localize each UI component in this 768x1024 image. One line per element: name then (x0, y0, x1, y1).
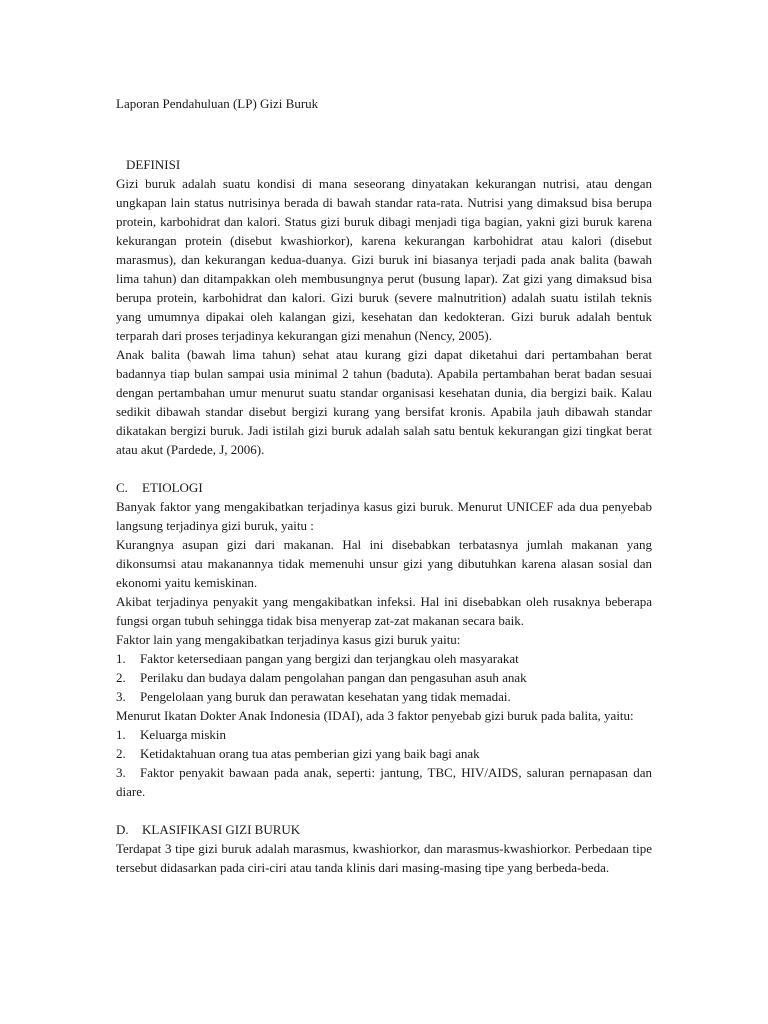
list-text: Pengelolaan yang buruk dan perawatan kesehatan yang tidak memadai. (140, 689, 511, 704)
list-item (116, 687, 652, 706)
list-text: Keluarga miskin (140, 727, 227, 742)
list-number: 2. (116, 670, 126, 685)
list-number: 2. (116, 746, 126, 761)
paragraph-definisi-2: Anak balita (bawah lima tahun) sehat atau kurang gizi dapat diketahui dari pertambahan berat badannya tiap bulan sampai usia minimal 2 tahun (baduta). Apabila pertambahan berat badan sesuai dengan pertambahan umur menurut suatu standar organisasi kesehatan dunia, dia bergizi baik. Kalau sedikit dibawah standar disebut bergizi kurang yang bersifat kronis. Apabila jauh dibawah standar dikatakan bergizi buruk. Jadi istilah gizi buruk adalah salah satu bentuk kekurangan gizi tingkat berat atau akut (Pardede, J, 2006). (116, 347, 652, 457)
paragraph-klasifikasi: Terdapat 3 tipe gizi buruk adalah marasmus, kwashiorkor, dan marasmus-kwashiorkor. Perbedaan tipe tersebut didasarkan pada ciri-ciri atau tanda klinis dari masing-masing tipe yang berbeda-beda. (116, 841, 652, 875)
paragraph-faktor-lain-intro: Faktor lain yang mengakibatkan terjadinya kasus gizi buruk yaitu: (116, 632, 461, 647)
spacer (116, 801, 652, 820)
list-item (116, 763, 652, 801)
section-heading-definisi: DEFINISI (126, 157, 181, 172)
list-text: Ketidaktahuan orang tua atas pemberian gizi yang baik bagi anak (140, 746, 480, 761)
section-letter: D. (116, 822, 129, 837)
paragraph-definisi-1: Gizi buruk adalah suatu kondisi di mana seseorang dinyatakan kekurangan nutrisi, atau dengan ungkapan lain status nutrisinya berada di bawah standar rata-rata. Nutrisi yang dimaksud bisa berupa protein, karbohidrat dan kalori. Status gizi buruk dibagi menjadi tiga bagian, yakni gizi buruk karena kekurangan protein (disebut kwashiorkor), karena kekurangan karbohidrat atau kalori (disebut marasmus), dan kekurangan kedua-duanya. Gizi buruk ini biasanya terjadi pada anak balita (bawah lima tahun) dan ditampakkan oleh membusungnya perut (busung lapar). Zat gizi yang dimaksud bisa berupa protein, karbohidrat dan kalori. Gizi buruk (severe malnutrition) adalah suatu istilah teknis yang umumnya dipakai oleh kalangan gizi, kesehatan dan kedokteran. Gizi buruk adalah bentuk terparah dari proses terjadinya kekurangan gizi menahun (Nency, 2005). (116, 176, 652, 343)
list-text: Perilaku dan budaya dalam pengolahan pangan dan pengasuhan asuh anak (140, 670, 527, 685)
list-text: Faktor penyakit bawaan pada anak, seperti: jantung, TBC, HIV/AIDS, saluran pernapasan dan diare. (116, 765, 652, 799)
document-title: Laporan Pendahuluan (LP) Gizi Buruk (116, 96, 319, 111)
list-item (116, 649, 652, 668)
list-item (116, 668, 652, 687)
paragraph-idai-intro: Menurut Ikatan Dokter Anak Indonesia (IDAI), ada 3 faktor penyebab gizi buruk pada balita, yaitu: (116, 708, 634, 723)
list-number: 1. (116, 651, 126, 666)
list-text: Faktor ketersediaan pangan yang bergizi dan terjangkau oleh masyarakat (140, 651, 519, 666)
section-letter: C. (116, 480, 128, 495)
section-heading-text: KLASIFIKASI GIZI BURUK (142, 822, 301, 837)
paragraph-asupan: Kurangnya asupan gizi dari makanan. Hal ini disebabkan terbatasnya jumlah makanan yang dikonsumsi atau makanannya tidak memenuhi unsur gizi yang dibutuhkan karena alasan sosial dan ekonomi yaitu kemiskinan. (116, 537, 652, 590)
list-number: 3. (116, 689, 126, 704)
section-heading-etiologi (116, 478, 652, 497)
spacer (116, 459, 652, 478)
list-number: 1. (116, 727, 126, 742)
section-heading-text: ETIOLOGI (142, 480, 203, 495)
paragraph-etiologi-intro: Banyak faktor yang mengakibatkan terjadinya kasus gizi buruk. Menurut UNICEF ada dua penyebab langsung terjadinya gizi buruk, yaitu : (116, 499, 652, 533)
list-item (116, 744, 652, 763)
paragraph-infeksi: Akibat terjadinya penyakit yang mengakibatkan infeksi. Hal ini disebabkan oleh rusaknya beberapa fungsi organ tubuh sehingga tidak bisa menyerap zat-zat makanan secara baik. (116, 594, 652, 628)
list-item (116, 725, 652, 744)
list-number: 3. (116, 765, 126, 780)
document-page (116, 94, 652, 877)
section-heading-klasifikasi (116, 820, 652, 839)
